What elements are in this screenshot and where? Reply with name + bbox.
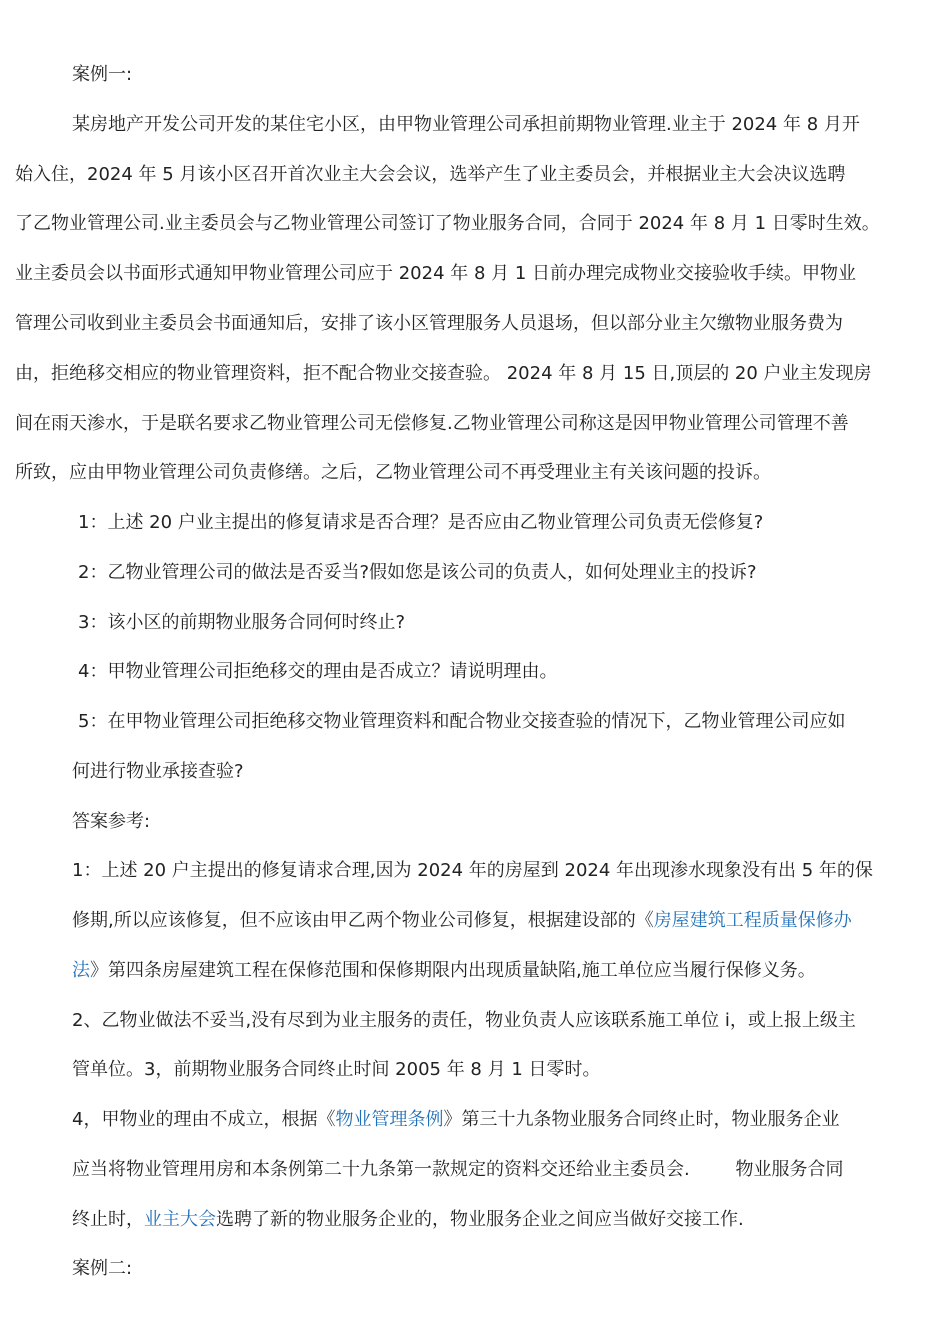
question-4: 4：甲物业管理公司拒绝移交的理由是否成立？请说明理由。 xyxy=(78,661,558,682)
answer-1-line-3 xyxy=(72,959,816,983)
question-3: 3：该小区的前期物业服务合同何时终止? xyxy=(78,612,406,633)
answer-4-line-3 xyxy=(72,1208,744,1232)
case1-paragraph-line-7: 间在雨天渗水，于是联名要求乙物业管理公司无偿修复.乙物业管理公司称这是因甲物业管理公司管理不善 xyxy=(15,413,849,434)
answer-1-line-3-text: 》第四条房屋建筑工程在保修范围和保修期限内出现质量缺陷,施工单位应当履行保修义务。 xyxy=(90,960,816,981)
answer-heading: 答案参考: xyxy=(72,811,151,832)
answer-2-line-2: 管单位。3，前期物业服务合同终止时间 2005 年 8 月 1 日零时。 xyxy=(72,1059,601,1080)
housing-quality-warranty-link-continued[interactable]: 法 xyxy=(72,960,90,981)
answer-4-line-1-text-post: 》第三十九条物业服务合同终止时，物业服务企业 xyxy=(443,1109,840,1130)
question-5-line-1: 5：在甲物业管理公司拒绝移交物业管理资料和配合物业交接查验的情况下，乙物业管理公司应如 xyxy=(78,711,846,732)
answer-1-line-2 xyxy=(72,909,852,933)
case1-paragraph-line-6: 由，拒绝移交相应的物业管理资料，拒不配合物业交接查验。 2024 年 8 月 15 日,顶层的 20 户业主发现房 xyxy=(15,363,872,384)
answer-4-line-2: 应当将物业管理用房和本条例第二十九条第一款规定的资料交还给业主委员会. 物业服务合同 xyxy=(72,1159,844,1180)
answer-4-line-3-text-pre: 终止时， xyxy=(72,1209,144,1230)
case1-paragraph-line-2: 始入住，2024 年 5 月该小区召开首次业主大会会议，选举产生了业主委员会，并根据业主大会决议选聘 xyxy=(15,164,846,185)
answer-1-line-1: 1：上述 20 户主提出的修复请求合理,因为 2024 年的房屋到 2024 年出现渗水现象没有出 5 年的保 xyxy=(72,860,873,881)
question-5-line-2: 何进行物业承接查验? xyxy=(72,761,244,782)
owners-assembly-link[interactable]: 业主大会 xyxy=(144,1209,216,1230)
case1-paragraph-line-4: 业主委员会以书面形式通知甲物业管理公司应于 2024 年 8 月 1 日前办理完成物业交接验收手续。甲物业 xyxy=(15,263,857,284)
answer-1-line-2-text: 修期,所以应该修复，但不应该由甲乙两个物业公司修复，根据建设部的《 xyxy=(72,910,654,931)
case2-heading: 案例二: xyxy=(72,1258,133,1279)
case1-paragraph-line-1: 某房地产开发公司开发的某住宅小区，由甲物业管理公司承担前期物业管理.业主于 2024 年 8 月开 xyxy=(72,114,860,135)
question-2: 2：乙物业管理公司的做法是否妥当?假如您是该公司的负责人，如何处理业主的投诉? xyxy=(78,562,757,583)
answer-4-line-1 xyxy=(72,1108,839,1132)
answer-4-line-1-text-pre: 4，甲物业的理由不成立，根据《 xyxy=(72,1109,336,1130)
case1-paragraph-line-3: 了乙物业管理公司.业主委员会与乙物业管理公司签订了物业服务合同，合同于 2024 年 8 月 1 日零时生效。 xyxy=(15,213,880,234)
answer-2-line-1: 2、乙物业做法不妥当,没有尽到为业主服务的责任，物业负责人应该联系施工单位 i，或上报上级主 xyxy=(72,1010,856,1031)
question-1: 1：上述 20 户业主提出的修复请求是否合理？是否应由乙物业管理公司负责无偿修复? xyxy=(78,512,764,533)
case1-heading: 案例一: xyxy=(72,64,133,85)
housing-quality-warranty-link[interactable]: 房屋建筑工程质量保修办 xyxy=(653,910,852,931)
answer-4-line-3-text-post: 选聘了新的物业服务企业的，物业服务企业之间应当做好交接工作. xyxy=(216,1209,744,1230)
case1-paragraph-line-5: 管理公司收到业主委员会书面通知后，安排了该小区管理服务人员退场，但以部分业主欠缴物业服务费为 xyxy=(15,313,843,334)
case1-paragraph-line-8: 所致，应由甲物业管理公司负责修缮。之后，乙物业管理公司不再受理业主有关该问题的投诉。 xyxy=(15,462,771,483)
property-management-regulations-link[interactable]: 物业管理条例 xyxy=(335,1109,444,1130)
